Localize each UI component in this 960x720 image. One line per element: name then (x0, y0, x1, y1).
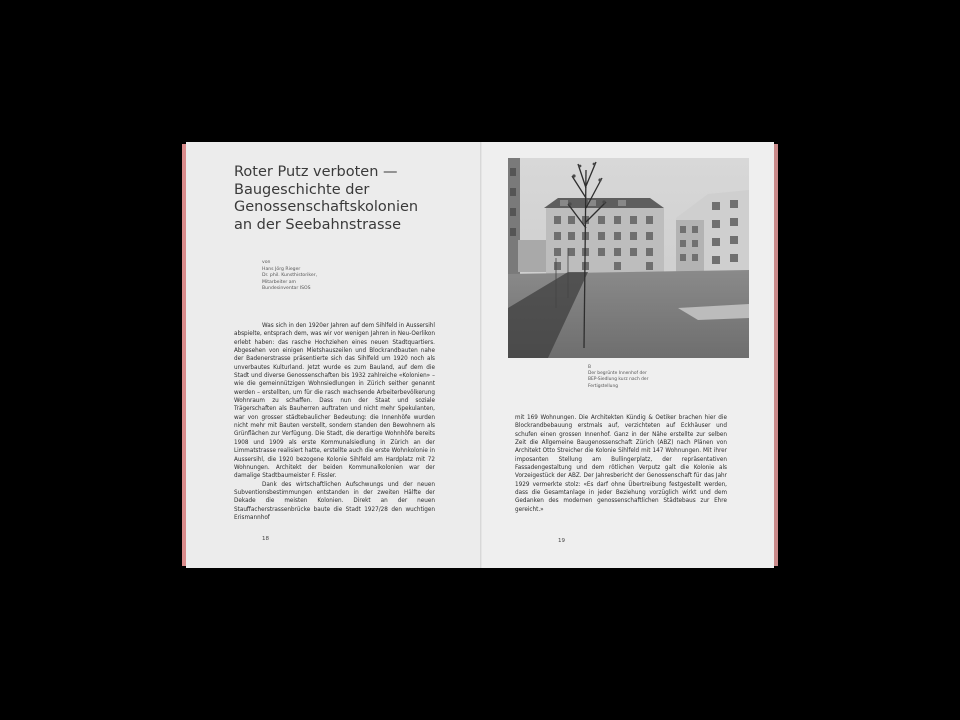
right-page-edge (774, 144, 778, 566)
right-body-text (515, 414, 727, 514)
paragraph: mit 169 Wohnungen. Die Architekten Kündig & Oetiker brachen hier die Blockrandbebauung erstmals auf, verzichteten auf Eckhäuser und schufen einen grossen Innenhof. Ganz in der Nähe erstellte zur selben Zeit die Allgemeine Baugenossenschaft Zürich (ABZ) nach Plänen von Architekt Otto Streicher die Kolonie Sihlfeld mit 147 Wohnungen. Mit ihrer imposanten Stellung am Bullingerplatz, der repräsentativen Fassadengestaltung und dem rötlichen Verputz galt die Kolonie als Vorzeigestück der ABZ. Der Jahresbericht der Genossenschaft für das Jahr 1929 vermerkte stolz: «Es darf ohne Übertreibung festgestellt werden, dass die Gesamtanlage in jeder Beziehung vorzüglich wirkt und dem Gedanken des modernen genossenschaftlichen Städtebaus zur Ehre gereicht.» (515, 415, 727, 513)
photo-caption: B Der begrünte Innenhof der BEP-Siedlung kurz nach der Fertigstellung (588, 365, 649, 389)
book-spread (182, 142, 778, 568)
paragraph: Was sich in den 1920er Jahren auf dem Sihlfeld in Aussersihl abspielte, entsprach dem, was wir vor wenigen Jahren in Neu-Oerlikon erlebt haben: das rasche Hochziehen eines neuen Stadtquartiers. Abgesehen von einigen Mietshauszeilen und Blockrandbauten nahe der Badenerstrasse präsentierte sich das Sihlfeld um 1920 noch als unverbautes Kulturland. Jetzt wurde es zum Bauland, auf dem die Stadt und diverse Genossenschaften bis 1932 zahlreiche «Kolonien» – wie die gemeinnützigen Wohnsiedlungen in Zürich seither genannt werden – erstellten, um für die rasch wachsende Arbeiterbevölkerung Wohnraum zu schaffen. Dass nun der Staat und soziale Trägerschaften als Bauherren auftraten und nicht mehr Spekulanten, war von grosser städtebaulicher Bedeutung: die Innenhöfe wurden nicht mehr mit Bauten verstellt, sondern standen den Bewohnern als Grünflächen zur Verfügung. Die Stadt, die derartige Wohnhöfe bereits 1908 und 1909 als erste Kommunalsiedlung in Zürich an der Limmatstrasse realisiert hatte, erstellte auch die erste Wohnkolonie in Aussersihl, die 1920 bezogene Kolonie Sihlfeld am Hardplatz mit 72 Wohnungen. Architekt der beiden Kommunalkolonien war der damalige Stadtbaumeister F. Fissler. (234, 323, 435, 480)
page-number-right: 19 (558, 538, 565, 544)
right-page (482, 142, 774, 568)
author-byline: von Hans Jörg Rieger Dr. phil. Kunsthistoriker, Mitarbeiter am Bundesinventar ISOS (262, 260, 318, 292)
left-body-text (234, 322, 435, 522)
page-number-left: 18 (262, 536, 269, 542)
courtyard-photo (508, 158, 749, 358)
paragraph: Dank des wirtschaftlichen Aufschwungs und der neuen Subventionsbestimmungen entstanden in der zweiten Hälfte der Dekade die meisten Kolonien. Direkt an der neuen Stauffacherstrassenbrücke baute die Stadt 1927/28 den wuchtigen Erismannhof (234, 481, 435, 521)
left-page (186, 142, 481, 568)
article-title: Roter Putz verboten — Baugeschichte der Genossenschaftskolonien an der Seebahnstrasse (234, 164, 419, 233)
